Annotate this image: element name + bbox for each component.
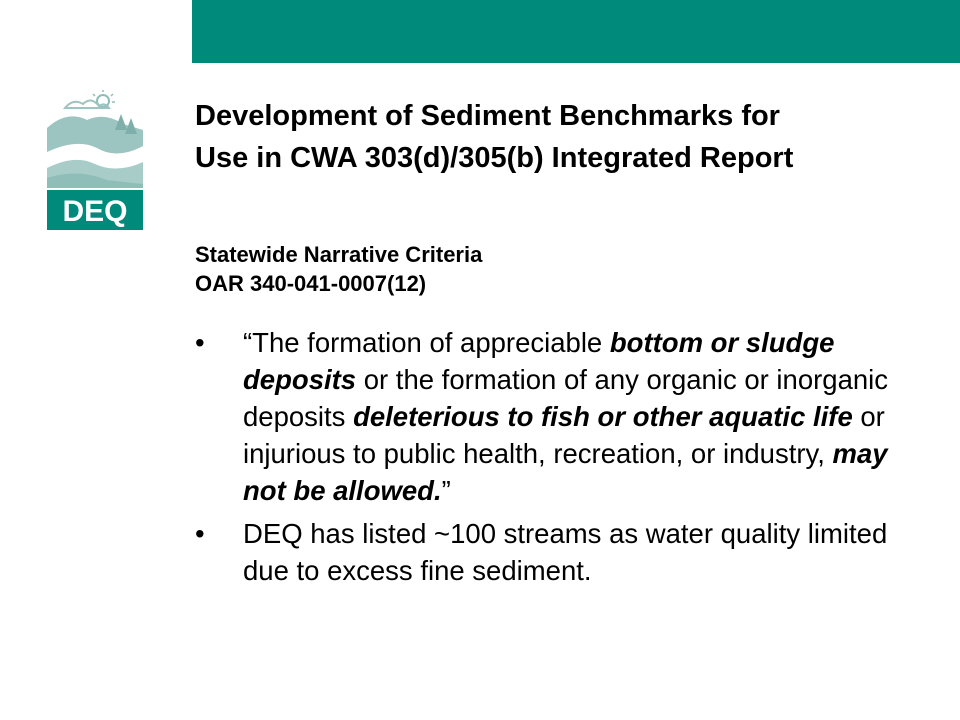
- emphasis-not-allowed: may not be allowed.: [243, 438, 888, 506]
- bullet-text: DEQ has listed ~100 streams as water quality limited due to excess fine sediment.: [243, 518, 888, 586]
- emphasis-deleterious: deleterious to fish or other aquatic life: [353, 401, 853, 432]
- slide-subtitle: [195, 240, 895, 298]
- header-accent-bar: [192, 0, 960, 63]
- bullet-marker: •: [195, 327, 205, 358]
- slide-title: [195, 95, 935, 179]
- bullet-1-text-part: ”: [441, 475, 451, 506]
- subtitle-line-2: OAR 340-041-0007(12): [195, 271, 427, 296]
- bullet-text: [243, 327, 888, 506]
- bullet-1-text-part: or injurious to public health, recreation, or industry,: [243, 401, 885, 469]
- title-line-2: Use in CWA 303(d)/305(b) Integrated Report: [195, 142, 794, 174]
- bullet-item-1: [195, 324, 915, 509]
- bullet-list: [195, 324, 915, 595]
- bullet-item-2: [195, 515, 915, 589]
- bullet-1-text-part: or the formation of any organic or inorganic deposits: [243, 364, 889, 432]
- deq-logo: [47, 88, 143, 230]
- bullet-1-text-part: “The formation of appreciable: [243, 327, 610, 358]
- bullet-marker: •: [195, 518, 205, 549]
- subtitle-line-1: Statewide Narrative Criteria: [195, 242, 483, 267]
- emphasis-bottom-deposits: bottom or sludge deposits: [243, 327, 835, 395]
- logo-text: DEQ: [62, 195, 128, 228]
- title-line-1: Development of Sediment Benchmarks for: [195, 100, 780, 132]
